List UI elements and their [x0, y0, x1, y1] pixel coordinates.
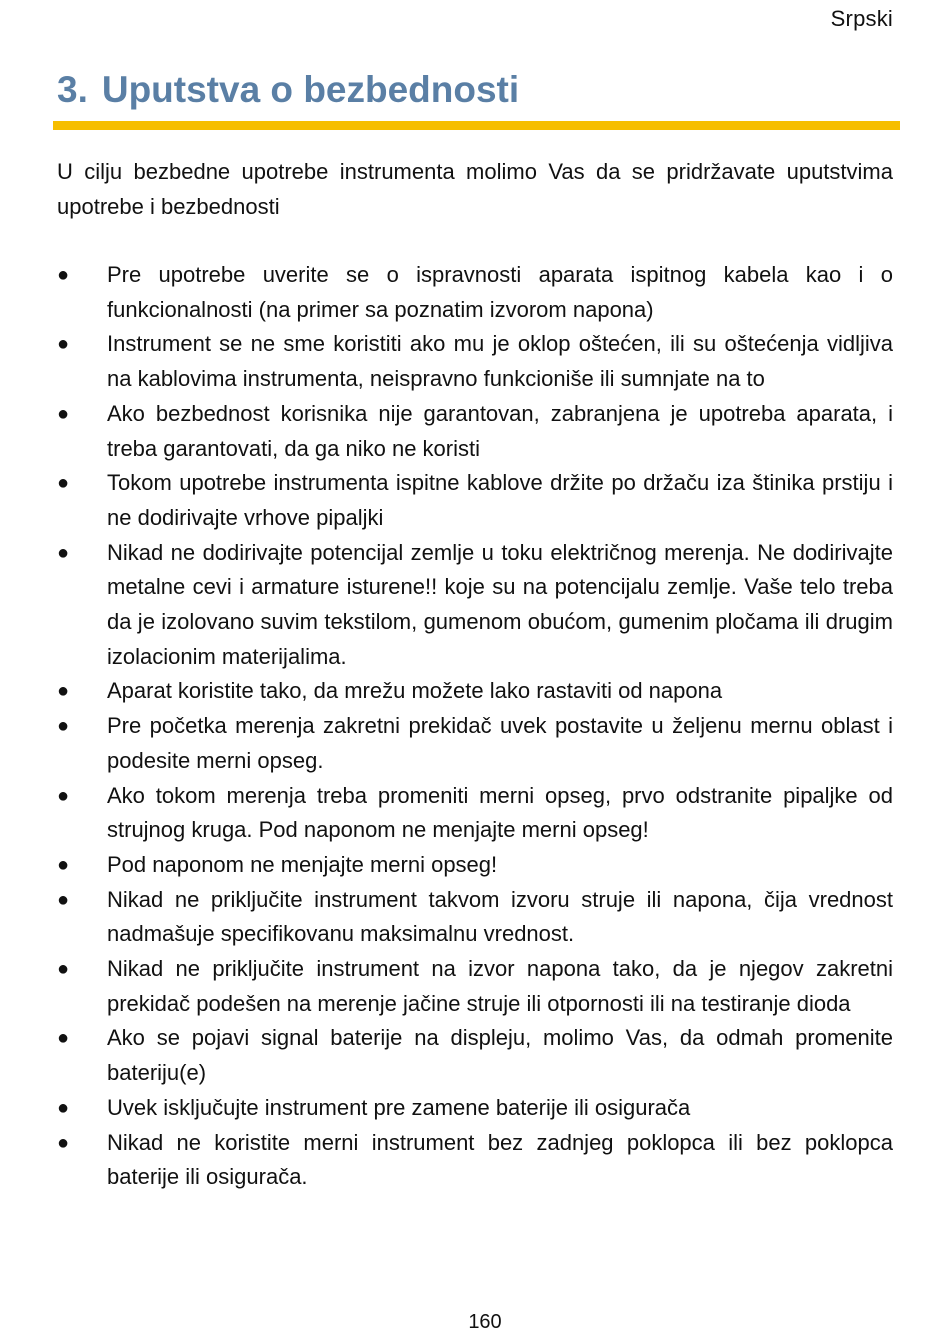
list-item-text: Ako tokom merenja treba promeniti merni opseg, prvo odstranite pipaljke od strujnog kruga. Pod naponom ne menjajte merni opseg!	[107, 782, 893, 843]
list-item	[57, 1126, 893, 1195]
section-heading	[57, 68, 519, 112]
bullet-icon: ●	[57, 958, 70, 981]
list-item	[57, 1091, 893, 1126]
list-item	[57, 674, 893, 709]
section-title: Uputstva o bezbednosti	[101, 69, 520, 110]
list-item-text: Pre početka merenja zakretni prekidač uvek postavite u željenu mernu oblast i podesite merni opseg.	[107, 713, 893, 773]
bullet-icon: ●	[57, 333, 70, 356]
heading-divider	[53, 121, 900, 130]
bullet-icon: ●	[57, 472, 70, 495]
bullet-icon: ●	[57, 541, 70, 564]
bullet-icon: ●	[57, 1027, 70, 1050]
list-item-text: Instrument se ne sme koristiti ako mu je oklop oštećen, ili su oštećenja vidljiva na kablovima instrumenta, neispravno funkcioniše ili sumnjate na to	[107, 331, 893, 392]
list-item	[57, 258, 893, 327]
list-item	[57, 883, 893, 952]
list-item-text: Nikad ne priključite instrument na izvor napona tako, da je njegov zakretni prekidač podešen na merenje jačine struje ili otpornosti ili na testiranje dioda	[107, 956, 893, 1016]
list-item-text: Ako se pojavi signal baterije na displeju, molimo Vas, da odmah promenite bateriju(e)	[107, 1025, 893, 1086]
language-label: Srpski	[830, 6, 893, 31]
list-item-text: Pod naponom ne menjajte merni opseg!	[107, 851, 498, 877]
list-item-text: Pre upotrebe uverite se o ispravnosti aparata ispitnog kabela kao i o funkcionalnosti (na primer sa poznatim izvorom napona)	[107, 262, 893, 322]
list-item	[57, 536, 893, 675]
bullet-icon: ●	[57, 1131, 70, 1154]
bullet-icon: ●	[57, 680, 70, 703]
list-item	[57, 952, 893, 1021]
list-item-text: Ako bezbednost korisnika nije garantovan, zabranjena je upotreba aparata, i treba garantovati, da ga niko ne koristi	[107, 400, 893, 461]
safety-instructions-list	[57, 258, 893, 1195]
bullet-icon: ●	[57, 402, 70, 425]
bullet-icon: ●	[57, 888, 70, 911]
list-item	[57, 779, 893, 848]
section-number: 3.	[57, 69, 88, 110]
bullet-icon: ●	[57, 784, 70, 807]
list-item-text: Nikad ne dodirivajte potencijal zemlje u toku električnog merenja. Ne dodirivajte metalne cevi i armature isturene!! koje su na potencijalu zemlje. Vaše telo treba da je izolovano suvim tekstilom, gumenom obućom, gumenim pločama ili drugim izolacionim materijalima.	[107, 539, 893, 669]
bullet-icon: ●	[57, 1096, 70, 1119]
list-item	[57, 1021, 893, 1090]
list-item	[57, 327, 893, 396]
bullet-icon: ●	[57, 853, 70, 876]
list-item-text: Uvek isključujte instrument pre zamene baterije ili osigurača	[107, 1094, 691, 1120]
list-item	[57, 709, 893, 778]
bullet-icon: ●	[57, 715, 70, 738]
bullet-icon: ●	[57, 264, 70, 286]
list-item	[57, 397, 893, 466]
intro-paragraph: U cilju bezbedne upotrebe instrumenta molimo Vas da se pridržavate uputstvima upotrebe i bezbednosti	[57, 159, 893, 219]
list-item	[57, 466, 893, 535]
list-item-text: Aparat koristite tako, da mrežu možete lako rastaviti od napona	[107, 678, 723, 704]
list-item-text: Nikad ne priključite instrument takvom izvoru struje ili napona, čija vrednost nadmašuje specifikovanu maksimalnu vrednost.	[107, 886, 893, 947]
list-item-text: Tokom upotrebe instrumenta ispitne kablove držite po držaču iza štinika prstiju i ne dodirivajte vrhove pipaljki	[107, 470, 893, 530]
list-item	[57, 848, 893, 883]
list-item-text: Nikad ne koristite merni instrument bez zadnjeg poklopca ili bez poklopca baterije ili osigurača.	[107, 1129, 893, 1190]
page-number: 160	[468, 1311, 502, 1333]
